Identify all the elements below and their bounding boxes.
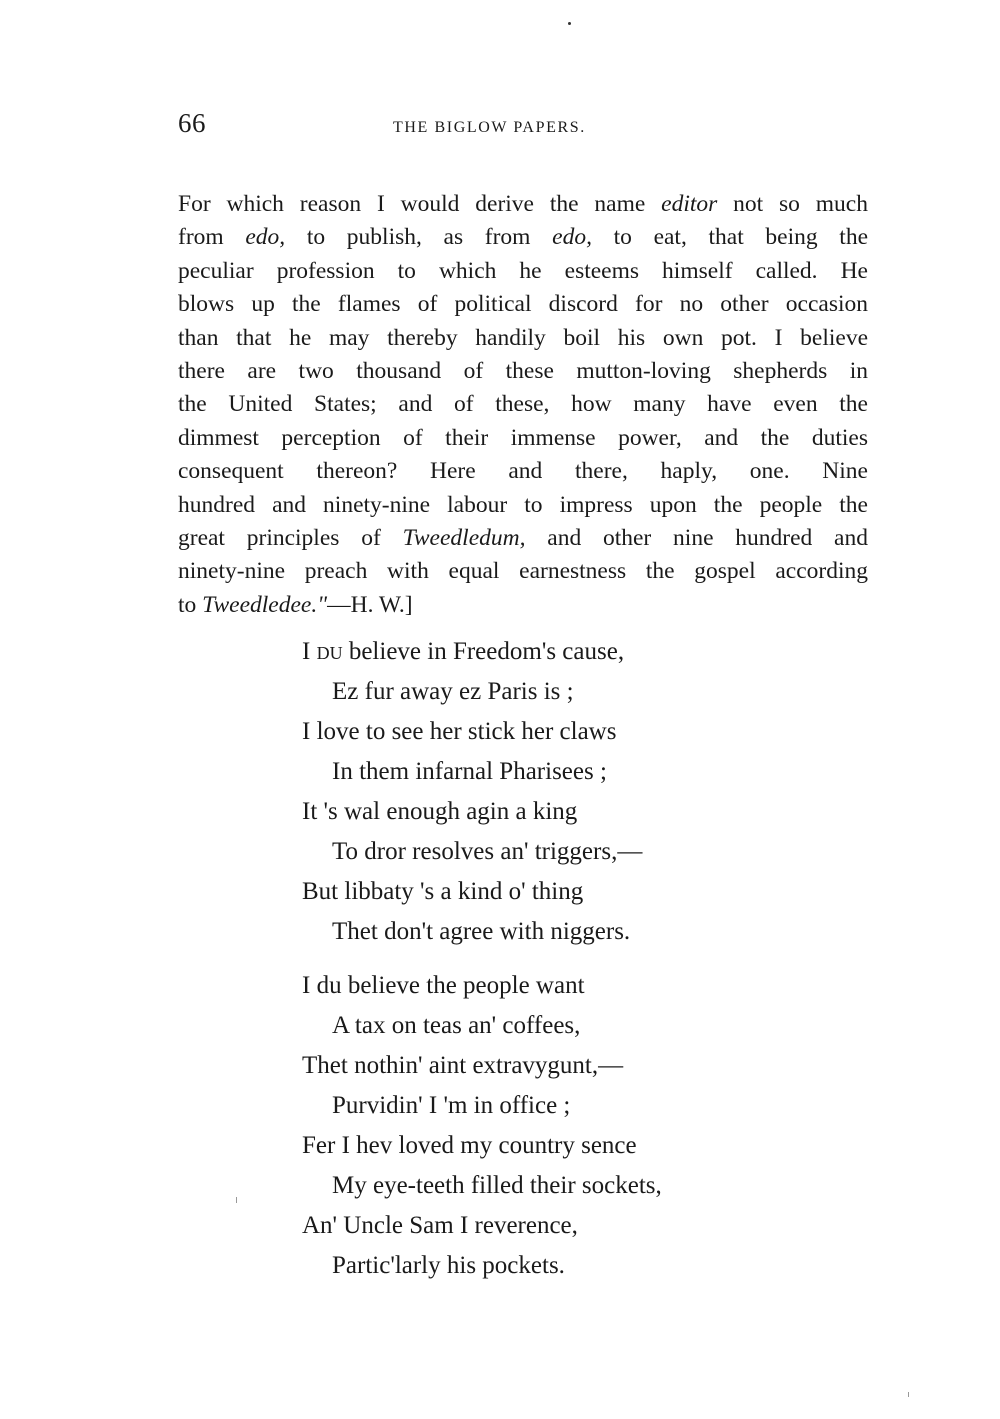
prose-line: blows up the flames of political discord for no other occasion xyxy=(178,291,868,318)
prose-line: hundred and ninety-nine labour to impress upon the people the xyxy=(178,491,868,518)
verse-line: I love to see her stick her claws xyxy=(302,718,617,745)
prose-line: to Tweedledee."—H. W.] xyxy=(178,591,413,618)
verse-line xyxy=(302,632,862,672)
prose-line: For which reason I would derive the name editor not so much xyxy=(178,191,868,217)
verse-line: I du believe the people want xyxy=(302,972,585,999)
verse-rest: believe in Freedom's cause, xyxy=(342,638,625,665)
stanza-2 xyxy=(302,966,862,1286)
verse-line: Purvidin' I 'm in office ; xyxy=(332,1092,571,1119)
prose-line: dimmest perception of their immense power, and the duties xyxy=(178,424,868,451)
scan-mark xyxy=(236,1197,237,1203)
verse-line: To dror resolves an' triggers,— xyxy=(332,838,643,865)
verse-line: In them infarnal Pharisees ; xyxy=(332,758,607,785)
prose-line: consequent thereon? Here and there, haply, one. Nine xyxy=(178,458,868,485)
prose-paragraph xyxy=(178,188,868,622)
verse-line: It 's wal enough agin a king xyxy=(302,798,578,825)
verse-line: Ez fur away ez Paris is ; xyxy=(332,678,574,705)
verse-line: Partic'larly his pockets. xyxy=(332,1252,565,1279)
running-head: THE BIGLOW PAPERS. xyxy=(393,119,586,136)
verse-smallcaps-word: du xyxy=(316,638,343,665)
scan-mark xyxy=(908,1392,909,1397)
prose-line: great principles of Tweedledum, and other nine hundred and xyxy=(178,524,868,551)
prose-line: ninety-nine preach with equal earnestness the gospel according xyxy=(178,558,868,585)
prose-line: the United States; and of these, how many have even the xyxy=(178,391,868,418)
prose-line: from edo, to publish, as from edo, to eat, that being the xyxy=(178,224,868,251)
page-number: 66 xyxy=(178,108,206,138)
verse-initial: I xyxy=(302,638,317,665)
verse-line: But libbaty 's a kind o' thing xyxy=(302,878,584,905)
prose-line: there are two thousand of these mutton-loving shepherds in xyxy=(178,357,868,384)
stanza-1 xyxy=(302,632,862,952)
verse-line: Thet don't agree with niggers. xyxy=(332,918,631,945)
verse-line: Fer I hev loved my country sence xyxy=(302,1132,637,1159)
verse-line: An' Uncle Sam I reverence, xyxy=(302,1212,578,1239)
verse-line: A tax on teas an' coffees, xyxy=(332,1012,581,1039)
print-speck xyxy=(568,22,571,25)
verse-line: My eye-teeth filled their sockets, xyxy=(332,1172,662,1199)
prose-line: than that he may thereby handily boil his own pot. I believe xyxy=(178,324,868,351)
verse-line: Thet nothin' aint extravygunt,— xyxy=(302,1052,624,1079)
prose-line: peculiar profession to which he esteems himself called. He xyxy=(178,257,868,284)
page-header xyxy=(178,108,868,148)
poem xyxy=(302,632,862,1300)
